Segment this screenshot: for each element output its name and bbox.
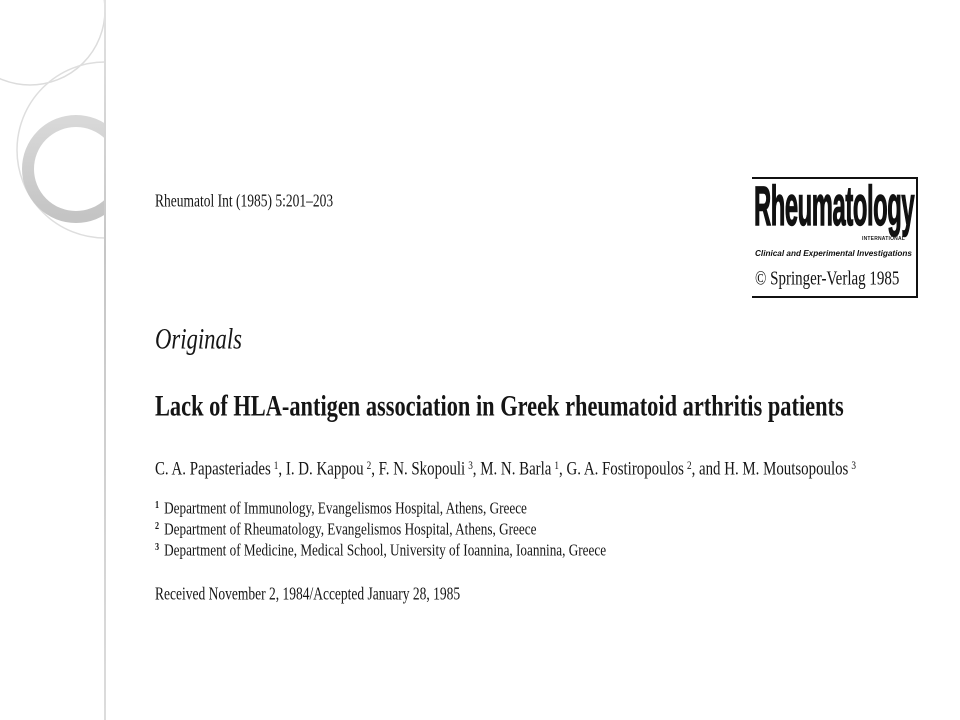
- author-name: I. D. Kappou: [285, 458, 364, 480]
- author-name: F. N. Skopouli: [378, 458, 466, 480]
- affiliation-line: [155, 541, 606, 558]
- affiliation-line: [155, 499, 527, 516]
- journal-logo: [752, 177, 918, 298]
- affiliation-marker: 1: [273, 458, 279, 472]
- affiliation-number: 2: [155, 520, 160, 533]
- journal-logo-tagline: Clinical and Experimental Investigations: [755, 249, 912, 258]
- author-name: M. N. Barla: [480, 458, 552, 480]
- author-separator: ,: [371, 458, 379, 480]
- author-separator: , and: [691, 458, 725, 480]
- affiliation-marker: 2: [366, 458, 372, 472]
- journal-logo-subname: INTERNATIONAL: [862, 236, 906, 242]
- divider-line: [104, 0, 106, 720]
- affiliation-marker: 2: [686, 458, 692, 472]
- decorative-ring: [28, 121, 106, 217]
- paper-title: Lack of HLA-antigen association in Greek rheumatoid arthritis patients: [155, 389, 844, 422]
- decorative-circle: [0, 0, 105, 85]
- journal-logo-name: Rheumatology: [754, 177, 915, 237]
- author-separator: ,: [559, 458, 567, 480]
- author-separator: ,: [472, 458, 481, 480]
- affiliation-text: Department of Rheumatology, Evangelismos Hospital, Athens, Greece: [164, 518, 537, 539]
- received-accepted-dates: Received November 2, 1984/Accepted January 28, 1985: [155, 583, 461, 604]
- affiliation-marker: 1: [554, 458, 559, 472]
- author-separator: ,: [278, 458, 286, 480]
- affiliation-text: Department of Immunology, Evangelismos Hospital, Athens, Greece: [164, 497, 527, 518]
- author-name: H. M. Moutsopoulos: [724, 458, 849, 480]
- journal-copyright: © Springer-Verlag 1985: [755, 268, 900, 290]
- affiliation-number: 3: [155, 541, 160, 554]
- author-name: C. A. Papasteriades: [155, 458, 271, 480]
- affiliation-line: [155, 520, 536, 537]
- author-name: G. A. Fostiropoulos: [566, 458, 684, 480]
- journal-citation: Rheumatol Int (1985) 5:201–203: [155, 190, 334, 211]
- section-heading: Originals: [155, 322, 242, 355]
- affiliation-marker: 3: [468, 458, 473, 472]
- decorative-circles: [0, 0, 106, 720]
- affiliation-marker: 3: [851, 458, 856, 472]
- affiliation-text: Department of Medicine, Medical School, University of Ioannina, Ioannina, Greece: [164, 539, 607, 560]
- affiliation-number: 1: [155, 499, 160, 512]
- author-list: [155, 460, 856, 479]
